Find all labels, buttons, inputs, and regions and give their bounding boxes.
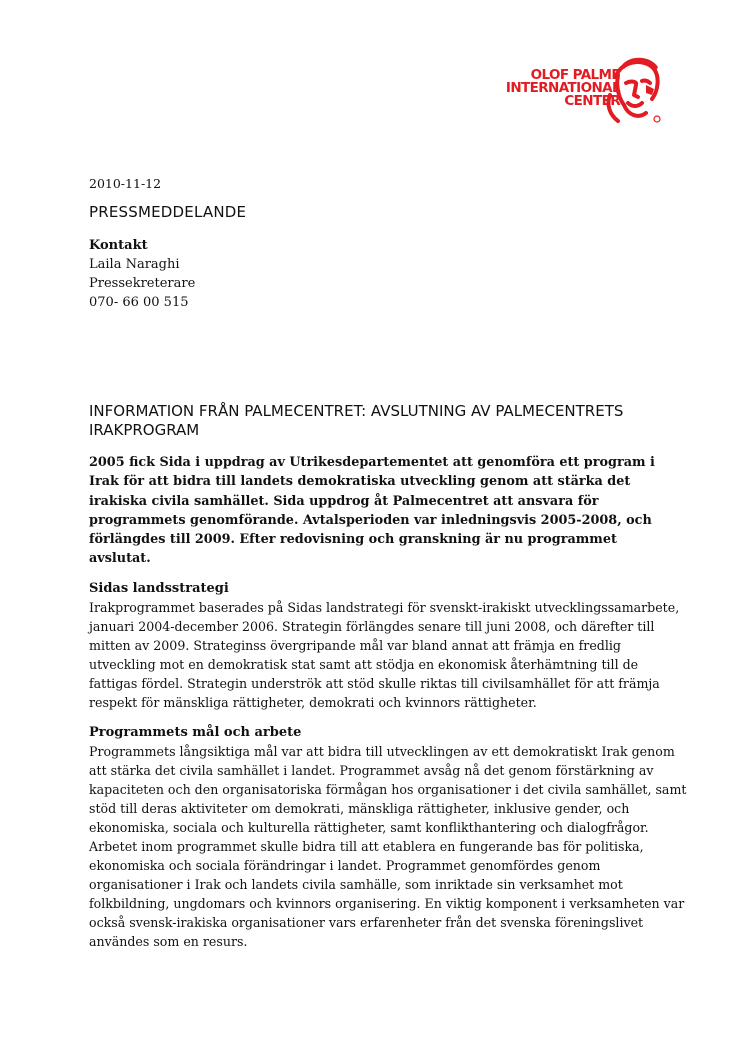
document-type: PRESSMEDDELANDE: [89, 203, 247, 221]
palme-portrait-icon: [602, 55, 664, 125]
release-date: 2010-11-12: [89, 176, 162, 191]
contact-name: Laila Naraghi: [89, 257, 180, 272]
section-programmets-mal: [89, 723, 689, 951]
olof-palme-logo: [464, 55, 664, 125]
section-body: Programmets långsiktiga mål var att bidra till utvecklingen av ett demokratiskt Irak genom att stärka det civila samhället i landet. Programmet avsåg nå det genom förstärkning av kapaciteten och den organisatoriska förmågan hos organisationer i det civila samhället, samt stöd till deras aktiviteter om demokrati, mänskliga rättigheter, inklusive gender, och ekonomiska, sociala och kulturella rättigheter, samt konflikthantering och dialogfrågor. Arbetet inom programmet skulle bidra till att etablera en fungerande bas för politiska, ekonomiska och sociala förändringar i landet. Programmet genomfördes genom organisationer i Irak och landets civila samhälle, som inriktade sin verksamhet mot folkbildning, ungdomars och kvinnors organisering. En viktig komponent i verksamheten var också svensk-irakiska organisationer vars erfarenheter från det svenska föreningslivet användes som en resurs.: [89, 744, 687, 949]
contact-role: Pressekreterare: [89, 276, 196, 291]
logo-line-1: OLOF PALME: [530, 67, 620, 83]
logo-line-2: INTERNATIONAL: [505, 80, 620, 96]
contact-label: Kontakt: [89, 238, 148, 253]
logo-line-3: CENTER: [564, 93, 620, 109]
section-landsstrategi: [89, 579, 689, 712]
contact-phone: 070- 66 00 515: [89, 295, 189, 310]
lead-paragraph: 2005 fick Sida i uppdrag av Utrikesdepartementet att genomföra ett program i Irak för att bidra till landets demokratiska utveckling genom att stärka det irakiska civila samhället. Sida uppdrog åt Palmecentret att ansvara för programmets genomförande. Avtalsperioden var inledningsvis 2005-2008, och förlängdes till 2009. Efter redovisning och granskning är nu programmet avslutat.: [89, 455, 655, 567]
press-release-title: INFORMATION FRÅN PALMECENTRET: AVSLUTNING AV PALMECENTRETS IRAKPROGRAM: [89, 402, 624, 439]
section-body: Irakprogrammet baserades på Sidas landstrategi för svenskt-irakiskt utvecklingssamarbete, januari 2004-december 2006. Strategin förlängdes senare till juni 2008, och därefter till mitten av 2009. Strateginss övergripande mål var bland annat att främja en fredlig utveckling mot en demokratisk stat samt att stödja en ekonomisk återhämtning till de fattigas fördel. Strategin underströk att stöd skulle riktas till civilsamhället för att främja respekt för mänskliga rättigheter, demokrati och kvinnors rättigheter.: [89, 600, 680, 710]
contact-block: [89, 236, 195, 312]
section-heading: Programmets mål och arbete: [89, 725, 302, 740]
section-heading: Sidas landsstrategi: [89, 581, 229, 596]
